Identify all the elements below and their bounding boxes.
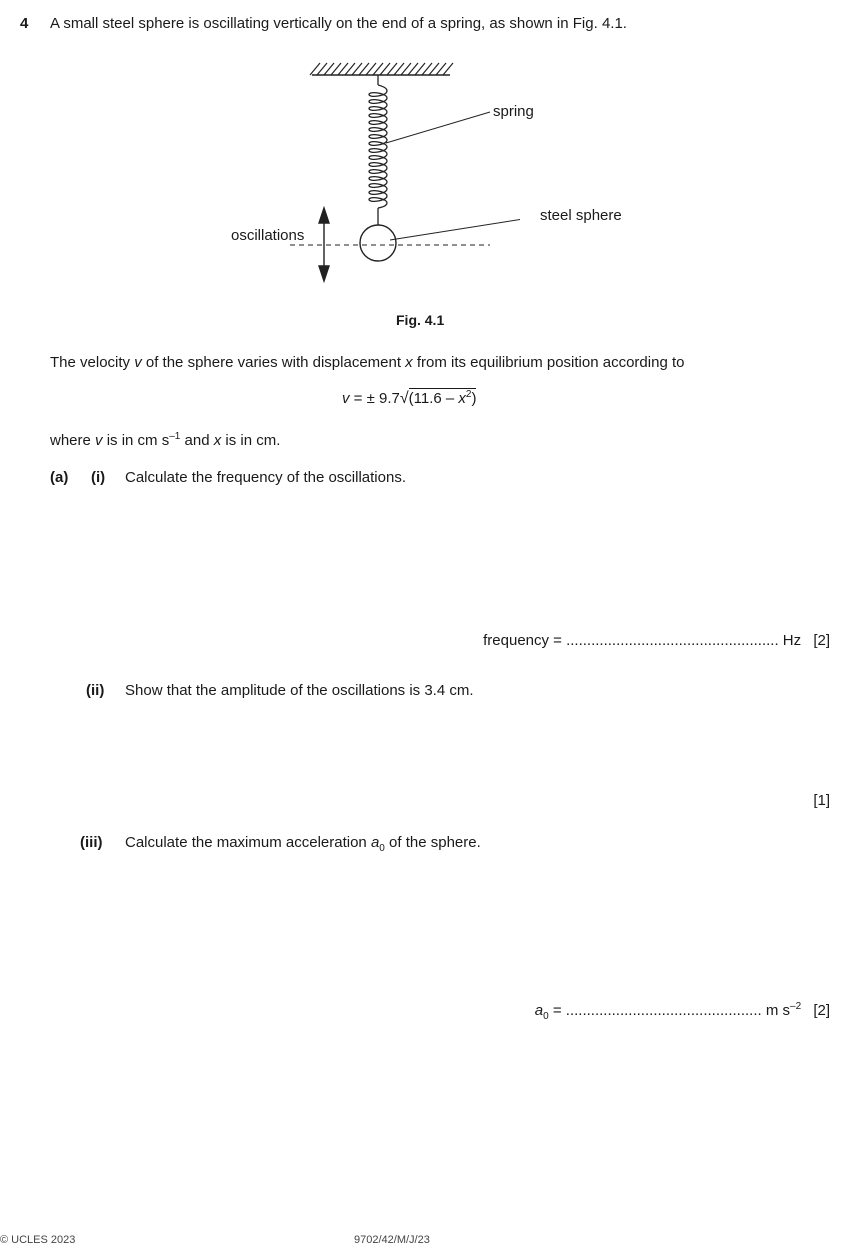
frequency-unit: Hz [778,632,802,649]
stem-text: The velocity [50,354,135,371]
part-a-label: (a) [50,469,69,486]
stem-x-symbol: x [405,354,413,371]
spring [369,75,387,225]
units-x-symbol: x [213,432,222,449]
spring-leader-line [386,112,490,143]
sphere-leader-line [390,217,520,240]
frequency-answer-line [483,632,830,649]
part-a-iii-text-start: Calculate the maximum acceleration [125,834,371,851]
oscillations-label: oscillations [231,227,305,244]
answer-equals: = [548,1002,566,1019]
frequency-marks: [2] [813,632,830,649]
footer-copyright: © UCLES 2023 [0,1234,76,1246]
part-a-ii-label: (ii) [86,682,105,699]
eq-coefficient: = ± 9.7 [349,390,400,407]
frequency-answer-prefix: frequency = [483,632,567,649]
stem-v-symbol: v [134,354,142,371]
spring-sphere-diagram [200,60,520,290]
part-a-i-label: (i) [91,469,106,486]
a0-subscript: 0 [379,843,385,854]
units-v-symbol: v [95,432,103,449]
eq-inner: (11.6 – [408,390,459,407]
acceleration-unit-exponent: –2 [790,1001,802,1012]
question-number: 4 [20,15,29,32]
stem-line [50,354,684,371]
question-intro: A small steel sphere is oscillating vertically on the end of a spring, as shown in Fig. 4.1. [50,15,627,32]
eq-exponent: 2 [465,389,472,400]
ceiling-hatching [310,63,453,75]
sqrt-radicand [409,388,477,407]
spring-label: spring [493,103,534,120]
part-a-iii-text [125,834,481,854]
acceleration-answer-line [534,1001,830,1022]
velocity-equation [342,390,476,408]
a0-symbol: a [370,834,380,851]
stem-text: of the sphere varies with displacement [141,354,406,371]
acceleration-unit: m s [761,1002,791,1019]
part-a-i-text: Calculate the frequency of the oscillations. [125,469,406,486]
part-a-ii-text: Show that the amplitude of the oscillations is 3.4 cm. [125,682,474,699]
part-a-iii-label: (iii) [80,834,103,851]
answer-a0-symbol: a [534,1002,544,1019]
figure-caption: Fig. 4.1 [396,312,445,328]
steel-sphere-label: steel sphere [540,207,622,224]
sqrt-icon: √ [399,390,409,407]
units-line [50,432,280,449]
steel-sphere [360,225,396,261]
footer-code: 9702/42/M/J/23 [354,1234,430,1246]
amplitude-marks: [1] [813,792,830,809]
eq-x-symbol: x [458,390,466,407]
eq-v-symbol: v [342,390,350,407]
eq-close-paren: ) [471,390,477,407]
frequency-answer-field[interactable]: ................................................... [566,632,779,649]
units-exponent: –1 [169,431,181,442]
units-text: and [180,432,214,449]
units-text: is in cm s [102,432,170,449]
answer-a0-subscript: 0 [543,1011,549,1022]
stem-text: from its equilibrium position according to [412,354,685,371]
units-text: is in cm. [221,432,281,449]
units-text: where [50,432,96,449]
acceleration-answer-field[interactable]: ............................................... [565,1002,762,1019]
acceleration-marks: [2] [813,1002,830,1019]
part-a-iii-text-end: of the sphere. [384,834,481,851]
